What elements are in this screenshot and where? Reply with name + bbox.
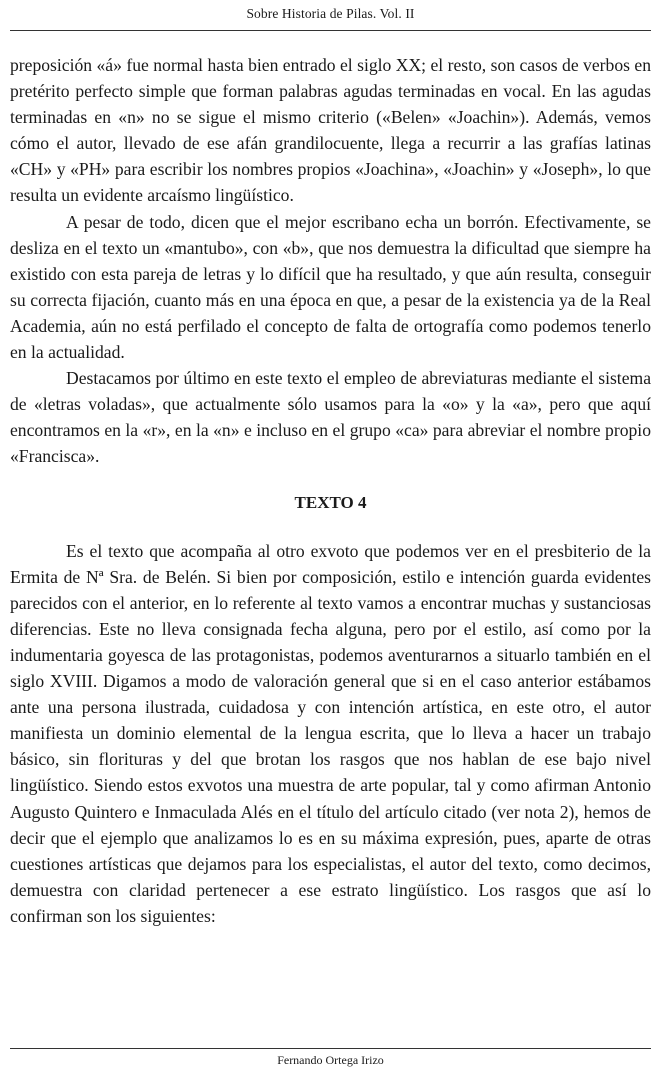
running-header: Sobre Historia de Pilas. Vol. II [246, 6, 415, 21]
paragraph-abreviaturas: Destacamos por último en este texto el empleo de abreviaturas mediante el sistema de «letras voladas», que actualmente sólo usamos para la «o» y la «a», pero que aquí encontramos en la «r», en la «n» e incluso en el grupo «ca» para abreviar el nombre propio «Francisca». [10, 368, 651, 467]
section-heading: TEXTO 4 [294, 492, 367, 512]
paragraph-continuation: preposición «á» fue normal hasta bien entrado el siglo XX; el resto, son casos de verbos en pretérito perfecto simple que forman palabras agudas terminadas en vocal. En las agudas terminadas en «n» no se sigue el mismo criterio («Belen» «Joachin»). Además, vemos cómo el autor, llevado de ese afán grandilocuente, llega a recurrir a las grafías latinas «CH» y «PH» para escribir los nombres propios «Joachina», «Joachin» y «Joseph», lo que resulta un evidente arcaísmo lingüístico. [10, 55, 651, 206]
running-footer: Fernando Ortega Irizo [277, 1053, 384, 1067]
paragraph-borron: A pesar de todo, dicen que el mejor escribano echa un borrón. Efectivamente, se desliza en el texto un «mantubo», con «b», que nos demuestra la dificultad que siempre ha existido con esta pareja de letras y lo difícil que ha resultado, y que aún resulta, conseguir su correcta fijación, cuanto más en una época en que, a pesar de la existencia ya de la Real Academia, aún no está perfilado el concepto de falta de ortografía como podemos tenerlo en la actualidad. [10, 211, 651, 363]
header-rule [10, 30, 651, 31]
page-body [10, 52, 651, 929]
footer-rule [10, 1048, 651, 1049]
paragraph-texto4: Es el texto que acompaña al otro exvoto que podemos ver en el presbiterio de la Ermita de Nª Sra. de Belén. Si bien por composición, estilo e intención guarda evidentes parecidos con el anterior, en lo referente al texto vamos a encontrar muchas y sustanciosas diferencias. Este no lleva consignada fecha alguna, pero por el estilo, así como por la indumentaria goyesca de las protagonistas, podemos aventurarnos a situarlo también en el siglo XVIII. Digamos a modo de valoración general que si en el caso anterior estábamos ante una persona ilustrada, cuidadosa y con intención artística, en este otro, el autor manifiesta un dominio elemental de la lengua escrita, que lo lleva a hacer un trabajo básico, sin florituras y del que brotan los rasgos que nos hablan de ese bajo nivel lingüístico. Siendo estos exvotos una muestra de arte popular, tal y como afirman Antonio Augusto Quintero e Inmaculada Alés en el título del artículo citado (ver nota 2), hemos de decir que el ejemplo que analizamos lo es en su máxima expresión, pues, aparte de otras cuestiones artísticas que dejamos para los especialistas, el autor del texto, como decimos, demuestra con claridad pertenecer a ese estrato lingüístico. Los rasgos que así lo confirman son los siguientes: [10, 540, 651, 926]
